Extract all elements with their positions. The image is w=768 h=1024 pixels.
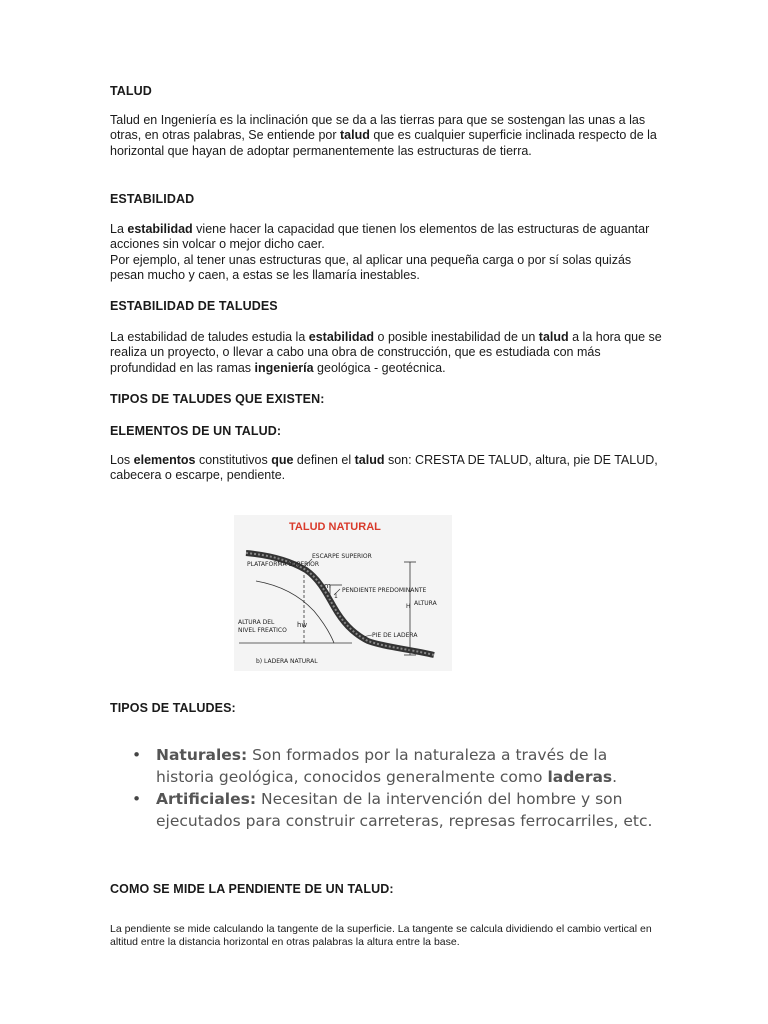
heading-estabilidad: ESTABILIDAD [110, 192, 195, 206]
label-altura: ALTURA [414, 600, 437, 607]
label-hw: hw [297, 621, 308, 629]
list-item: • Artificiales: Necesitan de la intervención del hombre y son ejecutados para construir carreteras, represas ferrocarriles, etc. [132, 790, 653, 830]
talud-diagram [234, 515, 452, 671]
heading-tipos: TIPOS DE TALUDES: [110, 701, 236, 715]
heading-talud: TALUD [110, 84, 152, 98]
tipos-list [132, 744, 662, 832]
label-caption: b) LADERA NATURAL [256, 658, 318, 665]
heading-estabilidad-taludes: ESTABILIDAD DE TALUDES [110, 299, 278, 313]
label-pie: PIE DE LADERA [372, 632, 418, 639]
list-item: • Naturales: Son formados por la naturaleza a través de la historia geológica, conocidos generalmente como laderas. [132, 746, 618, 786]
label-escarpe: ESCARPE SUPERIOR [312, 553, 372, 560]
heading-pendiente: COMO SE MIDE LA PENDIENTE DE UN TALUD: [110, 882, 394, 896]
paragraph-estabilidad-taludes: La estabilidad de taludes estudia la estabilidad o posible inestabilidad de un talud a la hora que se realiza un proyecto, o llevar a cabo una obra de construcción, que es estudiada con más profundidad en las ramas ingeniería geológica - geotécnica. [110, 330, 662, 375]
paragraph-estabilidad: La estabilidad viene hacer la capacidad que tienen los elementos de las estructuras de aguantar acciones sin volcar o mejor dicho caer. Por ejemplo, al tener unas estructuras que, al aplicar una pequeña carga o por sí solas quizás pesan mucho y caen, a estas se les llamaría inestables. [110, 222, 650, 282]
label-m: m [324, 582, 331, 590]
label-one: 1 [334, 593, 338, 600]
paragraph-pendiente: La pendiente se mide calculando la tangente de la superficie. La tangente se calcula dividiendo el cambio vertical en altitud entre la distancia horizontal en otras palabras la altura entre la base. [110, 922, 652, 948]
label-altura-nivel-2: NIVEL FREATICO [238, 627, 287, 634]
label-altura-nivel-1: ALTURA DEL [238, 619, 275, 626]
paragraph-elementos: Los elementos constitutivos que definen el talud son: CRESTA DE TALUD, altura, pie DE TALUD, cabecera o escarpe, pendiente. [110, 453, 658, 483]
bullet-icon: • [132, 746, 142, 764]
label-h: H [406, 603, 411, 610]
bullet-icon: • [132, 790, 142, 808]
label-pendiente: PENDIENTE PREDOMINANTE [342, 587, 427, 594]
figure-title: TALUD NATURAL [289, 521, 381, 533]
heading-tipos-existen: TIPOS DE TALUDES QUE EXISTEN: [110, 392, 325, 406]
heading-elementos: ELEMENTOS DE UN TALUD: [110, 424, 282, 438]
label-plataforma: PLATAFORMA SUPERIOR [247, 561, 320, 568]
talud-natural-figure [234, 515, 452, 671]
paragraph-talud: Talud en Ingeniería es la inclinación que se da a las tierras para que se sostengan las unas a las otras, en otras palabras, Se entiende por talud que es cualquier superficie inclinada respecto de la horizontal que hayan de adoptar permanentemente las estructuras de tierra. [110, 113, 657, 158]
